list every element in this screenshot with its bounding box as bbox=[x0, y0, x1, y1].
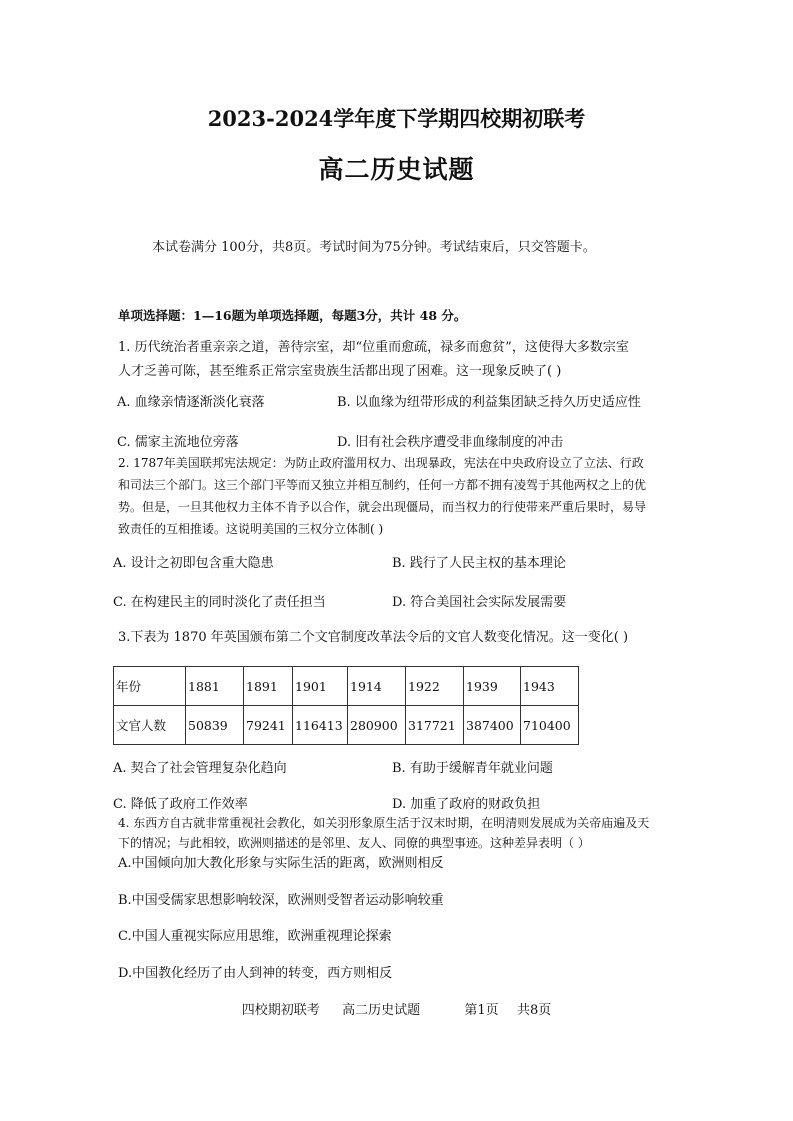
question-3-option-c: C. 降低了政府工作效率 bbox=[113, 797, 248, 812]
question-2-option-c: C. 在构建民主的同时淡化了责任担当 bbox=[113, 595, 326, 610]
question-3-option-b: B. 有助于缓解青年就业问题 bbox=[392, 761, 553, 776]
exam-instructions: 本试卷满分 100分，共8页。考试时间为75分钟。考试结束后，只交答题卡。 bbox=[152, 240, 596, 255]
question-2-line-2: 和司法三个部门。这三个部门平等而又独立并相互制约，任何一方都不拥有凌驾于其他两权之上的优 bbox=[118, 478, 647, 492]
table-cell: 1891 bbox=[244, 667, 293, 706]
question-1-option-d: D. 旧有社会秩序遭受非血缘制度的冲击 bbox=[337, 435, 564, 450]
question-4-option-d: D.中国教化经历了由人到神的转变，西方则相反 bbox=[118, 966, 393, 981]
table-cell: 116413 bbox=[293, 706, 348, 745]
question-2-option-b: B. 践行了人民主权的基本理论 bbox=[392, 556, 566, 571]
question-3-option-d: D. 加重了政府的财政负担 bbox=[392, 797, 541, 812]
table-cell: 280900 bbox=[348, 706, 406, 745]
question-3-line-1: 3.下表为 1870 年英国颁布第二个文官制度改革法令后的文官人数变化情况。这一变化( ) bbox=[118, 630, 629, 645]
question-1-line-1: 1. 历代统治者重亲亲之道，善待宗室，却“位重而愈疏，禄多而愈贫”，这使得大多数宗室 bbox=[118, 340, 629, 355]
exam-subtitle: 高二历史试题 bbox=[318, 155, 475, 184]
table-cell: 1943 bbox=[521, 667, 579, 706]
table-cell: 387400 bbox=[464, 706, 521, 745]
question-1-option-c: C. 儒家主流地位旁落 bbox=[117, 435, 239, 450]
question-4-option-a: A.中国倾向加大教化形象与实际生活的距离，欧洲则相反 bbox=[118, 856, 444, 871]
question-3-option-a: A. 契合了社会管理复杂化趋向 bbox=[113, 761, 287, 776]
question-4-option-b: B.中国受儒家思想影响较深，欧洲则受智者运动影响较重 bbox=[118, 893, 444, 908]
table-cell: 79241 bbox=[244, 706, 293, 745]
page-footer bbox=[0, 999, 793, 1018]
footer-exam-name: 四校期初联考 bbox=[241, 1003, 320, 1018]
footer-subject: 高二历史试题 bbox=[342, 1003, 421, 1018]
question-2-line-3: 势。但是，一旦其他权力主体不肯予以合作，就会出现僵局，而当权力的行使带来严重后果时，易导 bbox=[118, 500, 647, 514]
question-2-option-a: A. 设计之初即包含重大隐患 bbox=[113, 556, 274, 571]
table-row-years bbox=[114, 667, 579, 706]
question-4-line-1: 4. 东西方自古就非常重视社会教化，如关羽形象原生活于汉末时期，在明清则发展成为关帝庙遍及天 bbox=[118, 816, 650, 830]
table-cell: 文官人数 bbox=[114, 706, 186, 745]
table-cell: 1922 bbox=[406, 667, 464, 706]
question-4-option-c: C.中国人重视实际应用思维，欧洲重视理论探索 bbox=[118, 929, 392, 944]
question-4-line-2: 下的情况；与此相较，欧洲则描述的是邻里、友人、同僚的典型事迹。这种差异表明（ ） bbox=[118, 836, 590, 850]
table-cell: 50839 bbox=[186, 706, 244, 745]
table-cell: 1901 bbox=[293, 667, 348, 706]
table-cell: 317721 bbox=[406, 706, 464, 745]
question-1-option-b: B. 以血缘为纽带形成的利益集团缺乏持久历史适应性 bbox=[337, 395, 641, 410]
section-heading: 单项选择题：1—16题为单项选择题，每题3分，共计 48 分。 bbox=[118, 308, 467, 323]
table-row-counts bbox=[114, 706, 579, 745]
question-2-line-1: 2. 1787年美国联邦宪法规定：为防止政府滥用权力、出现暴政，宪法在中央政府设立了立法、行政 bbox=[118, 456, 644, 470]
footer-page-number: 第1页 bbox=[464, 1003, 499, 1018]
question-1-line-2: 人才乏善可陈，甚至维系正常宗室贵族生活都出现了困难。这一现象反映了( ) bbox=[118, 364, 562, 379]
question-2-option-d: D. 符合美国社会实际发展需要 bbox=[392, 595, 567, 610]
table-cell: 710400 bbox=[521, 706, 579, 745]
exam-title: 2023-2024学年度下学期四校期初联考 bbox=[207, 106, 586, 131]
table-cell: 1939 bbox=[464, 667, 521, 706]
footer-page-total: 共8页 bbox=[516, 1003, 552, 1018]
table-cell: 年份 bbox=[114, 667, 186, 706]
table-cell: 1914 bbox=[348, 667, 406, 706]
question-2-line-4: 致责任的互相推诿。这说明美国的三权分立体制( ) bbox=[118, 522, 384, 536]
table-cell: 1881 bbox=[186, 667, 244, 706]
question-1-option-a: A. 血缘亲情逐渐淡化衰落 bbox=[117, 395, 265, 410]
civil-servant-table bbox=[113, 666, 579, 745]
